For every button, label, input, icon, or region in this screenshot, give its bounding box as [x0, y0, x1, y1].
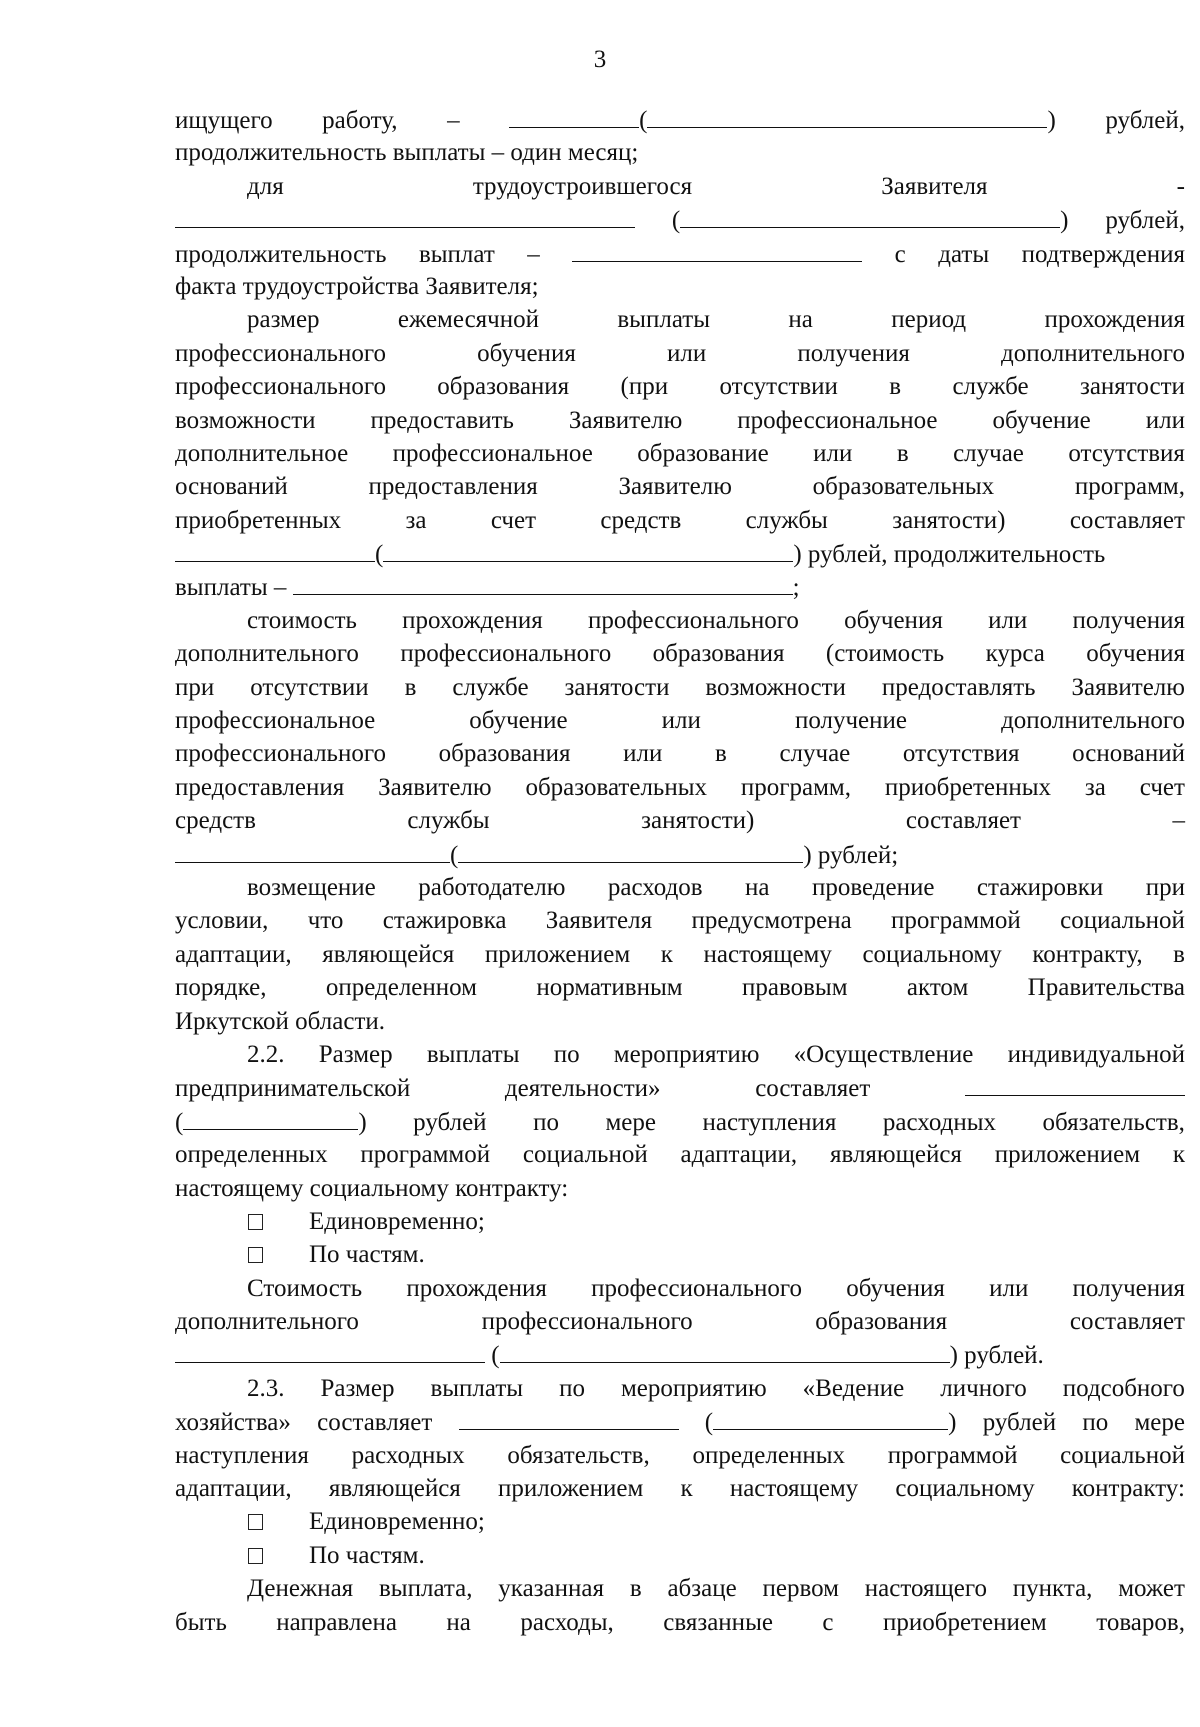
word: обучения [477, 339, 576, 367]
text-line [175, 570, 1185, 603]
word: абзаце [667, 1575, 737, 1603]
word: дополнительное [175, 439, 349, 467]
word: Заявителя [545, 907, 653, 935]
word: к [680, 1475, 693, 1503]
text-line [175, 1172, 1185, 1205]
word: обязательств, [1042, 1108, 1185, 1136]
word: ( ) [509, 103, 1056, 137]
word: стоимость [247, 606, 357, 634]
word: счет [1139, 773, 1185, 801]
checkbox-icon[interactable] [248, 1247, 263, 1263]
word: в [714, 740, 727, 768]
text-line [175, 771, 1185, 804]
word: – [1172, 807, 1185, 835]
word: проведение [811, 873, 935, 901]
word: занятости [1079, 373, 1185, 401]
word: Размер [318, 1040, 393, 1068]
word: к [660, 940, 673, 968]
page-number: 3 [593, 46, 607, 73]
word: или [813, 439, 853, 467]
word: службе [452, 673, 529, 701]
word: приобретенных [175, 506, 342, 534]
word: мероприятию [620, 1374, 767, 1402]
word: «Ведение [802, 1374, 905, 1402]
blank-field-underline [183, 1105, 358, 1130]
blank-field-underline [500, 1338, 950, 1363]
text-line [175, 103, 1185, 136]
word: или [623, 740, 663, 768]
word: дополнительного [1001, 339, 1185, 367]
word: ( ) [672, 203, 1069, 237]
blank-field-underline [175, 203, 635, 228]
word: или [661, 707, 701, 735]
word: приложением [497, 1475, 644, 1503]
word: на [788, 306, 813, 334]
word: прохождения [402, 606, 543, 634]
blank-field-underline [713, 1405, 948, 1430]
word: По частям. [309, 1241, 425, 1269]
text-line [175, 1138, 1185, 1171]
word: прохождения [1044, 306, 1185, 334]
word [965, 1071, 1185, 1105]
word: условии, [175, 907, 269, 935]
word: профессиональное [175, 707, 376, 735]
word: образования [652, 640, 785, 668]
word: рублей [413, 1108, 487, 1136]
word: ищущего [175, 107, 273, 134]
text-line [175, 1205, 1185, 1238]
word: дополнительного [175, 1308, 359, 1336]
word: в [889, 373, 902, 401]
word: направлена [276, 1608, 397, 1636]
text-line [175, 1038, 1185, 1071]
word: образовательных [812, 473, 995, 501]
word: случае [779, 740, 851, 768]
word: социальной [1060, 907, 1185, 935]
word: Заявителю [1071, 673, 1185, 701]
word: получения [1072, 606, 1185, 634]
word: Заявителю [618, 473, 732, 501]
word: подтверждения [1021, 240, 1185, 268]
word [572, 237, 862, 271]
word: программ, [740, 773, 851, 801]
word: к [1172, 1141, 1185, 1169]
word: указанная [498, 1575, 604, 1603]
text-line [175, 904, 1185, 937]
word: в [896, 439, 909, 467]
checkbox-icon[interactable] [248, 1514, 263, 1530]
word: составляет [1069, 506, 1185, 534]
word: являющейся [829, 1141, 962, 1169]
word: профессионального [175, 740, 386, 768]
text-line [175, 1071, 1185, 1104]
word: возможности [705, 673, 846, 701]
word: ( ) рублей, продолжительность [175, 541, 1105, 568]
word: ( ) рублей; [175, 842, 898, 869]
word: хозяйства» [175, 1409, 291, 1437]
word: определенных [175, 1141, 328, 1169]
word: расходных [882, 1108, 996, 1136]
word: дополнительного [175, 640, 359, 668]
word: период [891, 306, 967, 334]
word: контракту, [1032, 940, 1143, 968]
word: в [629, 1575, 642, 1603]
word: предоставления [175, 773, 345, 801]
checkbox-icon[interactable] [248, 1214, 263, 1230]
text-line [175, 804, 1185, 837]
word: или [667, 339, 707, 367]
word: отсутствия [1068, 439, 1185, 467]
word: по [559, 1374, 585, 1402]
word: предоставить [370, 406, 514, 434]
word: ( ) [175, 1105, 367, 1139]
text-line [175, 838, 1185, 871]
word: быть [175, 1608, 227, 1636]
word: предоставления [368, 473, 538, 501]
word: занятости) [892, 506, 1006, 534]
checkbox-icon[interactable] [248, 1548, 263, 1564]
blank-field-underline [459, 1405, 679, 1430]
word: профессионального [587, 606, 799, 634]
word: настоящего [864, 1575, 987, 1603]
word: рублей, [1105, 107, 1185, 134]
word: по [533, 1108, 559, 1136]
word: программой [887, 1441, 1018, 1469]
word: мере [605, 1108, 656, 1136]
word: стажировки [976, 873, 1104, 901]
word: оснований [1072, 740, 1185, 768]
text-line [175, 337, 1185, 370]
word: Денежная [247, 1575, 354, 1603]
blank-field-underline [572, 237, 862, 262]
word: являющейся [328, 1475, 461, 1503]
word: или [988, 606, 1028, 634]
word: выплаты [426, 1040, 520, 1068]
word: (стоимость [825, 640, 945, 668]
word: отсутствия [902, 740, 1020, 768]
word: актом [906, 974, 969, 1002]
word: наступления [175, 1441, 309, 1469]
word: определенном [325, 974, 477, 1002]
word: в [1173, 940, 1185, 968]
word: средств [600, 506, 682, 534]
text-line [175, 404, 1185, 437]
word: социальной [1060, 1441, 1185, 1469]
word: контракту: [1071, 1475, 1185, 1503]
word: – [447, 107, 460, 134]
word: адаптации, [175, 1475, 292, 1503]
word: адаптации, [175, 940, 292, 968]
blank-field-underline [175, 838, 450, 863]
word: Правительства [1027, 974, 1185, 1002]
word: составляет [317, 1409, 433, 1437]
word: рублей, [1105, 207, 1185, 235]
word: составляет [755, 1075, 871, 1103]
word: получения [797, 339, 910, 367]
word: факта трудоустройства Заявителя; [175, 272, 539, 300]
word: работодателю [418, 873, 566, 901]
word: отсутствии [719, 373, 838, 401]
word: за [1084, 773, 1106, 801]
text-line [175, 737, 1185, 770]
word: адаптации, [680, 1141, 798, 1169]
word: подсобного [1062, 1374, 1185, 1402]
document-body [175, 103, 1185, 1639]
blank-field-underline [175, 537, 375, 562]
text-line [175, 1606, 1185, 1639]
text-line [175, 1238, 1185, 1271]
text-line [175, 504, 1185, 537]
text-line [175, 270, 1185, 303]
text-line [175, 1472, 1185, 1505]
text-line [175, 1372, 1185, 1405]
word: мере [1134, 1409, 1185, 1437]
word: пункта, [1012, 1575, 1093, 1603]
word: выплаты – ; [175, 574, 800, 601]
word: социальной [522, 1141, 648, 1169]
text-line [175, 437, 1185, 470]
text-line [175, 1505, 1185, 1538]
blank-field-underline [647, 103, 1047, 128]
word: нормативным [536, 974, 683, 1002]
text-line [175, 1005, 1185, 1038]
blank-field-underline [680, 203, 1060, 228]
word [459, 1405, 679, 1439]
word: профессионального [400, 640, 612, 668]
word: курса [985, 640, 1045, 668]
word: первом [762, 1575, 839, 1603]
word: составляет [1069, 1308, 1185, 1336]
text-line [175, 237, 1185, 270]
word: размер [247, 306, 320, 334]
word: обязательств, [507, 1441, 650, 1469]
word: приложением [994, 1141, 1141, 1169]
word: определенных [692, 1441, 846, 1469]
word: продолжительность выплаты – один месяц; [175, 139, 639, 167]
text-line [175, 704, 1185, 737]
word: По частям. [309, 1541, 425, 1569]
blank-field-underline [383, 537, 793, 562]
word: ( ) [705, 1405, 957, 1439]
word: обучение [469, 707, 568, 735]
word: получения [1072, 1274, 1185, 1302]
word: Иркутской области. [175, 1007, 385, 1035]
word: может [1118, 1575, 1185, 1603]
word: приобретенных [884, 773, 1052, 801]
word: профессионального [591, 1274, 803, 1302]
word: дополнительного [1001, 707, 1185, 735]
word [175, 203, 635, 237]
text-line [175, 1405, 1185, 1438]
word: образовательных [525, 773, 707, 801]
word: являющейся [322, 940, 455, 968]
word: мероприятию [613, 1040, 760, 1068]
text-line [175, 971, 1185, 1004]
word: 2.2. [247, 1040, 285, 1068]
word: при [1145, 873, 1185, 901]
word: обучения [846, 1274, 945, 1302]
word: настоящему социальному контракту: [175, 1174, 569, 1202]
word: службы [407, 807, 490, 835]
blank-field-underline [965, 1071, 1185, 1096]
text-line [175, 604, 1185, 637]
word: настоящему [703, 940, 832, 968]
word: предпринимательской [175, 1075, 411, 1103]
word: образования [815, 1308, 948, 1336]
text-line [175, 170, 1185, 203]
word: предоставлять [881, 673, 1036, 701]
word: порядке, [175, 974, 267, 1002]
text-line [175, 1572, 1185, 1605]
text-line [175, 136, 1185, 169]
word: расходы, [520, 1608, 614, 1636]
blank-field-underline [175, 1338, 485, 1363]
word: отсутствии [250, 673, 369, 701]
word: работу, [322, 107, 398, 134]
word: службы [745, 506, 828, 534]
word: социальному [862, 940, 1002, 968]
word: приобретением [882, 1608, 1047, 1636]
word: получение [794, 707, 908, 735]
word: оснований [175, 473, 288, 501]
word: деятельности» [504, 1075, 661, 1103]
word: выплат [418, 240, 495, 268]
word: – [527, 240, 540, 268]
word: составляет [905, 807, 1021, 835]
word: профессионального [175, 373, 386, 401]
word: случае [953, 439, 1024, 467]
word: выплата, [379, 1575, 473, 1603]
word: расходных [351, 1441, 465, 1469]
word: на [446, 1608, 471, 1636]
word: образование [637, 439, 769, 467]
word: Единовременно; [309, 1207, 485, 1235]
word: настоящему [729, 1475, 859, 1503]
word: Стоимость [247, 1274, 363, 1302]
text-line [175, 1338, 1185, 1371]
word: программ, [1074, 473, 1185, 501]
word: обучения [844, 606, 943, 634]
word: на [745, 873, 770, 901]
text-line [175, 1539, 1185, 1572]
blank-field-underline [458, 838, 803, 863]
word: профессиональное [392, 439, 593, 467]
word: службе [952, 373, 1029, 401]
word: профессионального [481, 1308, 693, 1336]
word: 2.3. [247, 1374, 285, 1402]
text-line [175, 1305, 1185, 1338]
word: профессионального [175, 339, 386, 367]
word: счет [490, 506, 537, 534]
word: - [1176, 172, 1185, 200]
word: программой [891, 907, 1021, 935]
word: трудоустроившегося [472, 172, 693, 200]
text-line [175, 671, 1185, 704]
word: образования [437, 373, 570, 401]
word: занятости [564, 673, 670, 701]
text-line [175, 938, 1185, 971]
blank-field-underline [509, 103, 639, 128]
word: Единовременно; [309, 1508, 485, 1536]
word: занятости) [641, 807, 755, 835]
word: по [1082, 1409, 1109, 1437]
word: индивидуальной [1007, 1040, 1185, 1068]
word: по [553, 1040, 580, 1068]
word: социальному [895, 1475, 1035, 1503]
word: связанные [663, 1608, 773, 1636]
word: ( ) рублей. [175, 1342, 1044, 1369]
word: с [822, 1608, 834, 1636]
word: Заявителю [378, 773, 492, 801]
word: рублей [982, 1409, 1057, 1437]
word: прохождения [406, 1274, 547, 1302]
word: обучение [992, 406, 1091, 434]
word: (при [620, 373, 669, 401]
word: или [989, 1274, 1029, 1302]
word: Заявителю [568, 406, 683, 434]
word: приложением [484, 940, 631, 968]
word: стажировка [382, 907, 507, 935]
word: возможности [175, 406, 316, 434]
word: ежемесячной [397, 306, 540, 334]
word: при [175, 673, 215, 701]
word: профессиональное [737, 406, 938, 434]
text-line [175, 637, 1185, 670]
word: с [894, 240, 906, 268]
blank-field-underline [293, 570, 793, 595]
word: правовым [742, 974, 848, 1002]
text-line [175, 470, 1185, 503]
word: предусмотрена [691, 907, 852, 935]
word: расходов [607, 873, 703, 901]
word: товаров, [1096, 1608, 1185, 1636]
text-line [175, 203, 1185, 236]
word: за [405, 506, 427, 534]
word: наступления [702, 1108, 837, 1136]
text-line [175, 1439, 1185, 1472]
word: Размер [320, 1374, 395, 1402]
text-line [175, 303, 1185, 336]
text-line [175, 871, 1185, 904]
word: обучения [1086, 640, 1185, 668]
word: продолжительность [175, 240, 387, 268]
word: программой [360, 1141, 491, 1169]
word: образования [438, 740, 571, 768]
word: в [404, 673, 417, 701]
text-line [175, 1105, 1185, 1138]
word: для [247, 172, 284, 200]
word: выплаты [617, 306, 711, 334]
word: личного [940, 1374, 1027, 1402]
word: средств [175, 807, 256, 835]
text-line [175, 370, 1185, 403]
text-line [175, 537, 1185, 570]
word: возмещение [247, 873, 376, 901]
word: «Осуществление [793, 1040, 974, 1068]
word: что [307, 907, 344, 935]
text-line [175, 1272, 1185, 1305]
word: выплаты [430, 1374, 524, 1402]
word: Заявителя [881, 172, 988, 200]
word: или [1145, 406, 1185, 434]
word: даты [938, 240, 990, 268]
